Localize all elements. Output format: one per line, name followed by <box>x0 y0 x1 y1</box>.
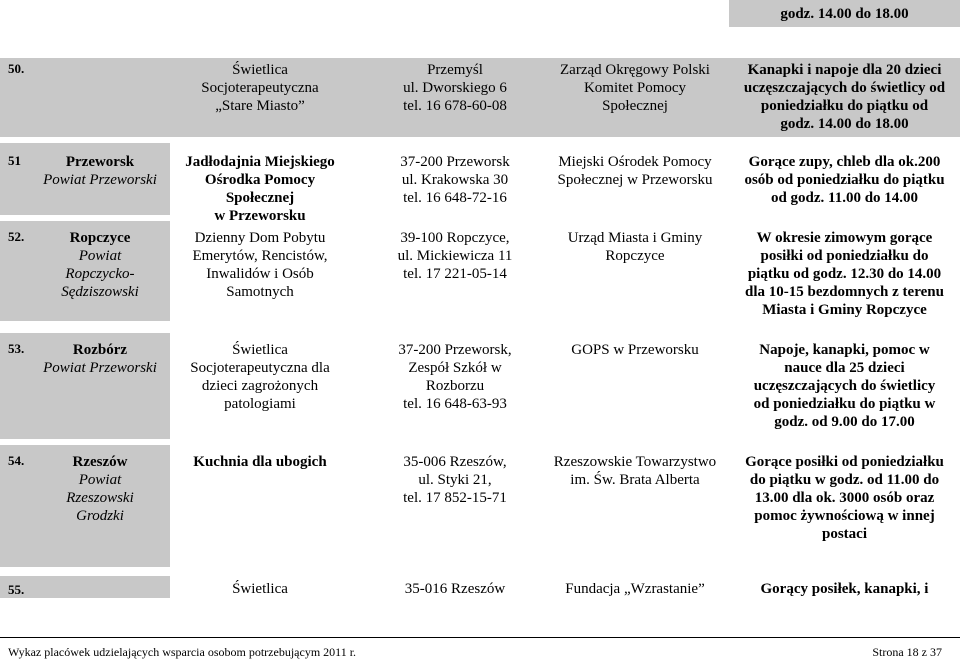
help-description: Kanapki i napoje dla 20 dzieci uczęszczających do świetlicy od poniedziałku do piątku od godz. 14.00 do 18.00 <box>743 62 946 132</box>
facility-address: 35-016 Rzeszów <box>404 581 506 597</box>
operator: Zarząd Okręgowy Polski Komitet Pomocy Społecznej <box>560 62 710 114</box>
previous-row-hours: godz. 14.00 do 18.00 <box>780 6 909 22</box>
row-number: 55. <box>8 582 25 597</box>
footer-title: Wykaz placówek udzielających wsparcia osobom potrzebującym 2011 r. <box>8 645 357 659</box>
location: Ropczyce Powiat Ropczycko-Sędziszowski <box>30 221 170 321</box>
operator: Rzeszowskie Towarzystwo im. Św. Brata Alberta <box>553 454 717 488</box>
help-description: W okresie zimowym gorące posiłki od poniedziałku do piątku od godz. 12.30 do 14.00 dla 10-15 bezdomnych z terenu Miasta i Gminy Ropczyce <box>745 230 944 318</box>
facility-address: 37-200 Przeworsk ul. Krakowska 30 tel. 16 648-72-16 <box>400 154 510 206</box>
location: Przeworsk Powiat Przeworski <box>30 143 170 215</box>
help-description: Gorący posiłek, kanapki, i <box>760 581 929 597</box>
footer-rule <box>0 637 960 638</box>
operator: Miejski Ośrodek Pomocy Społecznej w Przeworsku <box>557 154 713 188</box>
operator: GOPS w Przeworsku <box>571 342 699 358</box>
facility-name: Kuchnia dla ubogich <box>193 454 327 470</box>
facility-address: 35-006 Rzeszów, ul. Styki 21, tel. 17 852-15-71 <box>403 454 507 506</box>
page-number: Strona 18 z 37 <box>872 645 942 659</box>
row-number: 50. <box>8 61 25 76</box>
help-description: Gorące posiłki od poniedziałku do piątku w godz. od 11.00 do 13.00 dla ok. 3000 osób oraz pomoc żywnościową w innej postaci <box>745 454 944 542</box>
facility-name: Świetlica <box>232 581 288 597</box>
help-description: Gorące zupy, chleb dla ok.200 osób od poniedziałku do piątku od godz. 11.00 do 14.00 <box>744 154 945 206</box>
operator: Fundacja „Wzrastanie” <box>565 581 705 597</box>
facility-name: Świetlica Socjoterapeutyczna „Stare Miasto” <box>201 62 319 114</box>
help-description: Napoje, kanapki, pomoc w nauce dla 25 dzieci uczęszczających do świetlicy od poniedziałku do piątku w godz. od 9.00 do 17.00 <box>753 342 936 430</box>
location-bg <box>30 576 170 598</box>
facility-name: Jadłodajnia Miejskiego Ośrodka Pomocy Społecznej w Przeworsku <box>185 154 335 224</box>
row-number: 51 <box>8 153 21 168</box>
row-number: 53. <box>8 341 25 356</box>
row-number: 52. <box>8 229 25 244</box>
facility-name: Świetlica Socjoterapeutyczna dla dzieci zagrożonych patologiami <box>190 342 330 412</box>
location: Rozbórz Powiat Przeworski <box>30 333 170 439</box>
facility-address: 37-200 Przeworsk, Zespół Szkół w Rozborzu tel. 16 648-63-93 <box>398 342 512 412</box>
facility-address: Przemyśl ul. Dworskiego 6 tel. 16 678-60-08 <box>403 62 507 114</box>
facility-address: 39-100 Ropczyce, ul. Mickiewicza 11 tel. 17 221-05-14 <box>397 230 513 282</box>
facility-name: Dzienny Dom Pobytu Emerytów, Rencistów, Inwalidów i Osób Samotnych <box>192 230 328 300</box>
location: Rzeszów Powiat Rzeszowski Grodzki <box>30 445 170 567</box>
operator: Urząd Miasta i Gminy Ropczyce <box>567 230 703 264</box>
row-number: 54. <box>8 453 25 468</box>
